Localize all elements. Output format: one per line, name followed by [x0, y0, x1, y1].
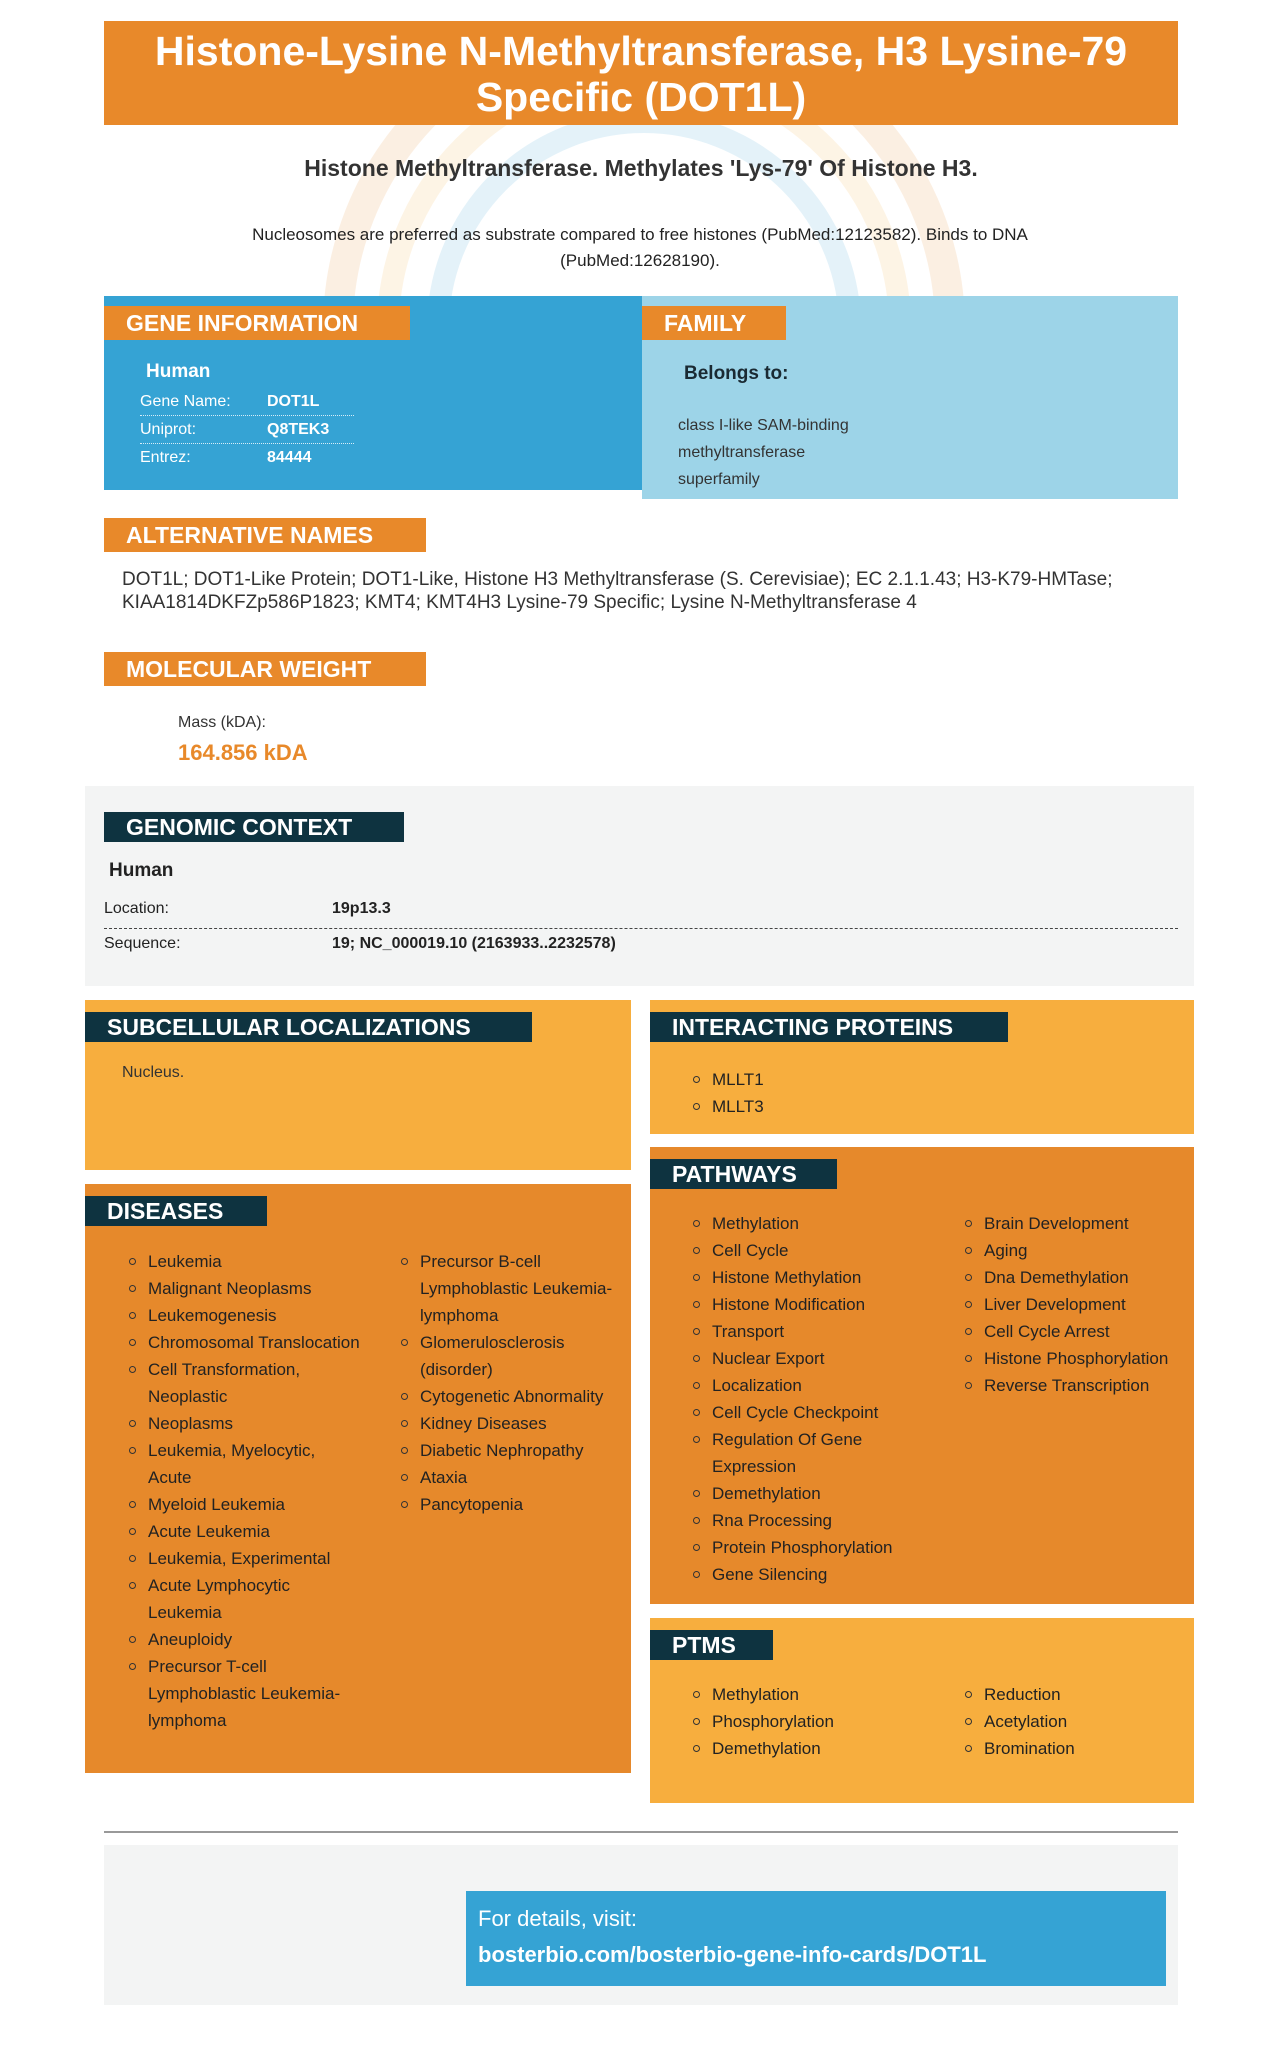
gene-info-label: Entrez:	[140, 449, 191, 466]
gene-info-row	[140, 416, 354, 444]
genomic-sequence-value: 19; NC_000019.10 (2163933..2232578)	[332, 935, 616, 952]
details-link-box[interactable]	[466, 1891, 1166, 1986]
list-item: Leukemogenesis	[128, 1302, 360, 1329]
gene-info-row	[140, 388, 354, 416]
alternative-names-heading: ALTERNATIVE NAMES	[104, 518, 426, 552]
list-item: Cytogenetic Abnormality	[400, 1383, 620, 1410]
subtitle: Histone Methyltransferase. Methylates 'Lys-79' Of Histone H3.	[304, 155, 978, 181]
list-item: Brain Development	[964, 1210, 1189, 1237]
ptms-list-col1	[692, 1681, 942, 1762]
list-item: Demethylation	[692, 1480, 942, 1507]
list-item: Diabetic Nephropathy	[400, 1437, 620, 1464]
list-item: Cell Cycle Checkpoint	[692, 1399, 942, 1426]
list-item: Myeloid Leukemia	[128, 1491, 360, 1518]
list-item: Dna Demethylation	[964, 1264, 1189, 1291]
interacting-list	[692, 1066, 764, 1120]
page-title: Histone-Lysine N-Methyltransferase, H3 Lysine-79 Specific (DOT1L)	[104, 21, 1178, 125]
interacting-heading: INTERACTING PROTEINS	[650, 1012, 1008, 1042]
ptms-list-col2	[964, 1681, 1164, 1762]
footer-divider	[104, 1831, 1178, 1833]
gene-species: Human	[146, 361, 211, 382]
list-item: Acute Lymphocytic Leukemia	[128, 1572, 360, 1626]
list-item: Malignant Neoplasms	[128, 1275, 360, 1302]
list-item: Localization	[692, 1372, 942, 1399]
genomic-location-label: Location:	[104, 900, 169, 917]
diseases-list-col1	[128, 1248, 360, 1734]
subcellular-heading: SUBCELLULAR LOCALIZATIONS	[85, 1012, 532, 1042]
list-item: Histone Phosphorylation	[964, 1345, 1189, 1372]
pathways-list-col1	[692, 1210, 942, 1588]
list-item: Histone Modification	[692, 1291, 942, 1318]
list-item: Cell Cycle	[692, 1237, 942, 1264]
diseases-list-col2	[400, 1248, 620, 1518]
list-item: Methylation	[692, 1210, 942, 1237]
visit-label: For details, visit:	[478, 1906, 637, 1931]
family-heading: FAMILY	[642, 306, 786, 340]
gene-info-value: 84444	[267, 449, 312, 466]
list-item: Aging	[964, 1237, 1189, 1264]
list-item: Leukemia, Experimental	[128, 1545, 360, 1572]
list-item: Reduction	[964, 1681, 1164, 1708]
genomic-location-row	[104, 900, 1178, 929]
ptms-heading: PTMS	[650, 1630, 773, 1660]
gene-info-row	[140, 444, 354, 471]
family-description	[678, 412, 849, 493]
list-item: Histone Methylation	[692, 1264, 942, 1291]
list-item: Kidney Diseases	[400, 1410, 620, 1437]
list-item: Nuclear Export	[692, 1345, 942, 1372]
list-item: Ataxia	[400, 1464, 620, 1491]
family-line: class I-like SAM-binding	[678, 417, 849, 434]
genomic-sequence-row	[104, 935, 1178, 953]
list-item: MLLT3	[692, 1093, 764, 1120]
molecular-weight-heading: MOLECULAR WEIGHT	[104, 652, 426, 686]
list-item: Phosphorylation	[692, 1708, 942, 1735]
list-item: Leukemia	[128, 1248, 360, 1275]
list-item: Methylation	[692, 1681, 942, 1708]
list-item: Acetylation	[964, 1708, 1164, 1735]
list-item: Precursor B-cell Lymphoblastic Leukemia-lymphoma	[400, 1248, 620, 1329]
list-item: Cell Transformation, Neoplastic	[128, 1356, 360, 1410]
alternative-names-text: DOT1L; DOT1-Like Protein; DOT1-Like, Histone H3 Methyltransferase (S. Cerevisiae); EC 2.1.1.43; H3-K79-HMTase; KIAA1814DKFZp586P1823; KMT4; KMT4H3 Lysine-79 Specific; Lysine N-Methyltransferase 4	[122, 569, 1113, 613]
gene-info-label: Uniprot:	[140, 421, 197, 438]
family-line: methyltransferase	[678, 444, 806, 461]
genomic-species: Human	[109, 860, 174, 881]
list-item: Reverse Transcription	[964, 1372, 1189, 1399]
list-item: Chromosomal Translocation	[128, 1329, 360, 1356]
list-item: Transport	[692, 1318, 942, 1345]
pathways-heading: PATHWAYS	[650, 1159, 837, 1189]
gene-info-value: DOT1L	[267, 393, 320, 410]
list-item: Protein Phosphorylation	[692, 1534, 942, 1561]
list-item: Acute Leukemia	[128, 1518, 360, 1545]
gene-info-label: Gene Name:	[140, 393, 231, 410]
mass-label: Mass (kDA):	[178, 714, 266, 731]
list-item: Gene Silencing	[692, 1561, 942, 1588]
list-item: Leukemia, Myelocytic, Acute	[128, 1437, 360, 1491]
genomic-context-heading: GENOMIC CONTEXT	[104, 812, 404, 842]
details-link[interactable]: bosterbio.com/bosterbio-gene-info-cards/DOT1L	[478, 1942, 987, 1967]
pathways-list-col2	[964, 1210, 1189, 1399]
list-item: MLLT1	[692, 1066, 764, 1093]
gene-info-table	[140, 388, 354, 471]
genomic-sequence-label: Sequence:	[104, 935, 181, 952]
list-item: Liver Development	[964, 1291, 1189, 1318]
gene-info-value: Q8TEK3	[267, 421, 330, 438]
description: Nucleosomes are preferred as substrate compared to free histones (PubMed:12123582). Binds to DNA (PubMed:12628190).	[252, 225, 1028, 270]
list-item: Cell Cycle Arrest	[964, 1318, 1189, 1345]
family-line: superfamily	[678, 471, 760, 488]
list-item: Glomerulosclerosis (disorder)	[400, 1329, 620, 1383]
gene-information-heading: GENE INFORMATION	[104, 306, 410, 340]
list-item: Precursor T-cell Lymphoblastic Leukemia-lymphoma	[128, 1653, 360, 1734]
list-item: Bromination	[964, 1735, 1164, 1762]
family-belongs-label: Belongs to:	[684, 363, 789, 384]
diseases-heading: DISEASES	[85, 1196, 267, 1226]
list-item: Demethylation	[692, 1735, 942, 1762]
list-item: Regulation Of Gene Expression	[692, 1426, 942, 1480]
mass-value: 164.856 kDA	[178, 740, 308, 765]
list-item: Rna Processing	[692, 1507, 942, 1534]
list-item: Aneuploidy	[128, 1626, 360, 1653]
subcellular-text: Nucleus.	[122, 1064, 185, 1081]
genomic-location-value: 19p13.3	[332, 900, 391, 917]
list-item: Pancytopenia	[400, 1491, 620, 1518]
list-item: Neoplasms	[128, 1410, 360, 1437]
